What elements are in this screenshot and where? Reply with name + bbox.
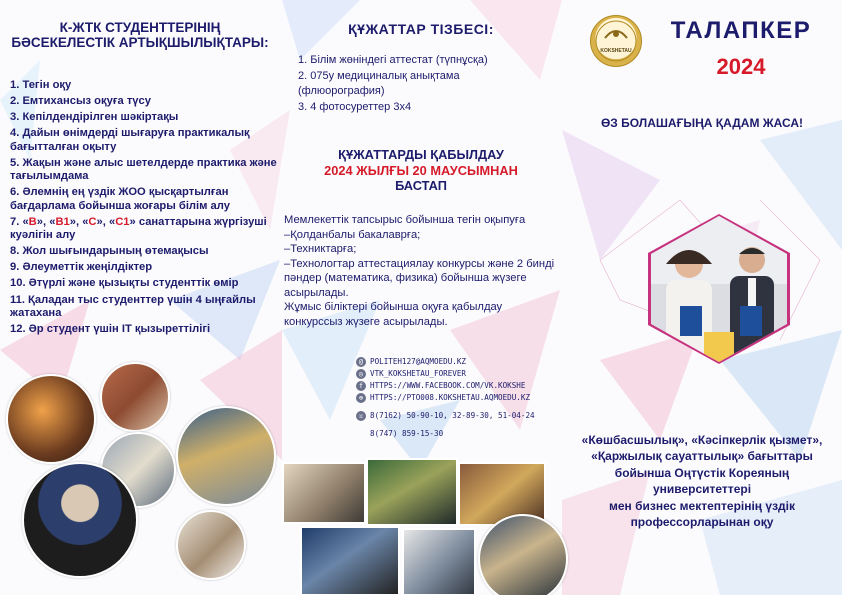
training-photo-strip (280, 452, 562, 595)
facebook-icon: f (356, 381, 366, 391)
mechanic-photo (176, 406, 276, 506)
contact-facebook-text: HTTPS://WWW.FACEBOOK.COM/VK.KOKSHE (370, 381, 526, 390)
korea-program-line: бойынша Оңтүстік Кореяның (614, 465, 790, 480)
contact-website[interactable] (356, 392, 562, 404)
slogan: ӨЗ БОЛАШАҒЫҢА ҚАДАМ ЖАСА! (600, 116, 804, 130)
advantage-item: 5. Жақын және алыс шетелдерде практика және тағылымдама (10, 156, 277, 183)
state-order-line: Жұмыс біліктері бойынша оқуға қабылдау конкурссыз жүзеге асырылады. (284, 301, 503, 328)
phone-icon: ☏ (356, 411, 366, 421)
robot-lab-photo (478, 514, 568, 595)
advantages-title: К-ЖТК СТУДЕНТТЕРІНІҢ БӘСЕКЕЛЕСТІК АРТЫҚШЫЛЫҚТАРЫ: (11, 20, 269, 50)
signing-ceremony-photo (644, 214, 794, 364)
item7-prefix: 7. « (10, 215, 29, 228)
state-order-line: –Технологтар аттестациялау конкурсы және 2 бинді пәндер (математика, физика) бойынша жүзеге асырылады. (284, 257, 555, 299)
advantage-item-licence (10, 216, 278, 243)
item7-suffix: » санаттарына жүргізуші куәлігін алу (10, 215, 267, 242)
engine-lab-photo (402, 528, 476, 595)
acceptance-notice (280, 147, 562, 194)
applicant-title: ТАЛАПКЕР (670, 17, 812, 44)
item7-sep: », « (36, 215, 56, 228)
contact-mobile[interactable] (356, 428, 562, 440)
instagram-icon: ◎ (356, 369, 366, 379)
cooking-photo (176, 510, 246, 580)
left-panel (0, 0, 280, 595)
category-b1: B1 (55, 215, 70, 228)
contact-instagram[interactable] (356, 368, 562, 380)
advantage-item: 4. Дайын өнімдерді шығаруға практикалық бағытталған оқыту (10, 127, 250, 153)
documents-list (298, 53, 548, 115)
state-order-line: –Техниктарға; (284, 243, 357, 255)
state-order-text (284, 213, 558, 329)
advantage-item: 2. Емтихансыз оқуға түсу (10, 95, 151, 108)
advantage-item: 1. Тегін оқу (10, 79, 72, 91)
advantage-item: 10. Әтүрлі және қызықты студенттік өмір (10, 277, 239, 290)
welding-photo (6, 374, 96, 464)
acceptance-heading: ҚҰЖАТТАРДЫ ҚАБЫЛДАУ (338, 147, 504, 162)
electrical-lab-photo (300, 526, 400, 595)
document-item: 1. Білім жөніндегі аттестат (түпнұсқа) (298, 54, 488, 66)
korea-program-line: университеттері (652, 482, 752, 497)
korea-program-line: мен бизнес мектептерінің үздік (609, 498, 795, 513)
category-c: C (88, 215, 97, 228)
korea-program-line: профессорларынан оқу (630, 515, 774, 530)
logo-caption: KOKSHETAU (600, 48, 632, 54)
contacts-block (356, 356, 562, 440)
contact-mobile-text: 8(747) 859-15-30 (370, 429, 444, 438)
right-panel (562, 0, 842, 595)
item7-sep: », « (96, 215, 116, 228)
contact-facebook[interactable] (356, 380, 562, 392)
middle-panel (280, 0, 562, 595)
advantages-list (10, 79, 278, 339)
category-c1: C1 (115, 215, 130, 228)
advantage-item: 8. Жол шығындарының өтемақысы (10, 245, 209, 258)
college-logo (590, 15, 642, 67)
advantage-item: 6. Әлемнің ең үздік ЖОО қысқартылған бағдарлама бойынша жоғары білім алу (10, 186, 230, 212)
contact-website-text: HTTPS://PTO008.KOKSHETAU.AQMOEDU.KZ (370, 393, 531, 402)
contact-phone[interactable] (356, 410, 562, 422)
item7-sep: », « (69, 215, 89, 228)
contact-email-text: POLITEH127@AQMOEDU.KZ (370, 357, 467, 366)
state-order-line: Мемлекеттік тапсырыс бойынша тегін оқыпуға (284, 214, 526, 226)
korea-program-line: «Көшбасшылық», «Кәсіпкерлік қызмет», (581, 433, 823, 447)
advantage-item: 11. Қаладан тыс студенттер үшін 4 ыңғайлы жатахана (10, 293, 256, 319)
document-item: 3. 4 фотосуреттер 3х4 (298, 100, 412, 113)
documents-title: ҚҰЖАТТАР ТІЗБЕСІ: (348, 21, 494, 37)
emblem-icon (591, 16, 641, 66)
advantage-item: 12. Әр студент үшін IT қызыреттілігі (10, 323, 211, 336)
bricklaying-photo (100, 362, 170, 432)
student-photo-collage (0, 362, 280, 595)
contact-phone-text: 8(7162) 50-90-10, 32-89-30, 51-04-24 (370, 411, 535, 420)
computer-lab-photo (366, 458, 458, 526)
category-b: B (28, 215, 37, 228)
acceptance-date: 2024 ЖЫЛҒЫ 20 МАУСЫМНАН (324, 162, 518, 178)
advantage-item: 3. Кепілдендірілген шәкіртақы (10, 111, 179, 124)
korea-program-line: «Қаржылық сауаттылық» бағыттары (591, 449, 813, 464)
document-item: 2. 075у медициналық анықтама (флюорография) (298, 69, 460, 97)
globe-icon: ⊕ (356, 393, 366, 403)
contact-instagram-text: VTK_KOKSHETAU_FOREVER (370, 369, 467, 378)
acceptance-start: БАСТАП (395, 178, 447, 193)
korea-program-text (562, 432, 842, 530)
email-icon: @ (356, 357, 366, 367)
year-label: 2024 (716, 54, 766, 79)
state-order-line: –Қолданбалы бакалаврға; (284, 228, 421, 241)
contact-email[interactable] (356, 356, 562, 368)
robotics-photo (22, 462, 138, 578)
classroom-photo (282, 462, 366, 524)
advantage-item: 9. Әлеуметтік жеңілдіктер (10, 261, 153, 274)
